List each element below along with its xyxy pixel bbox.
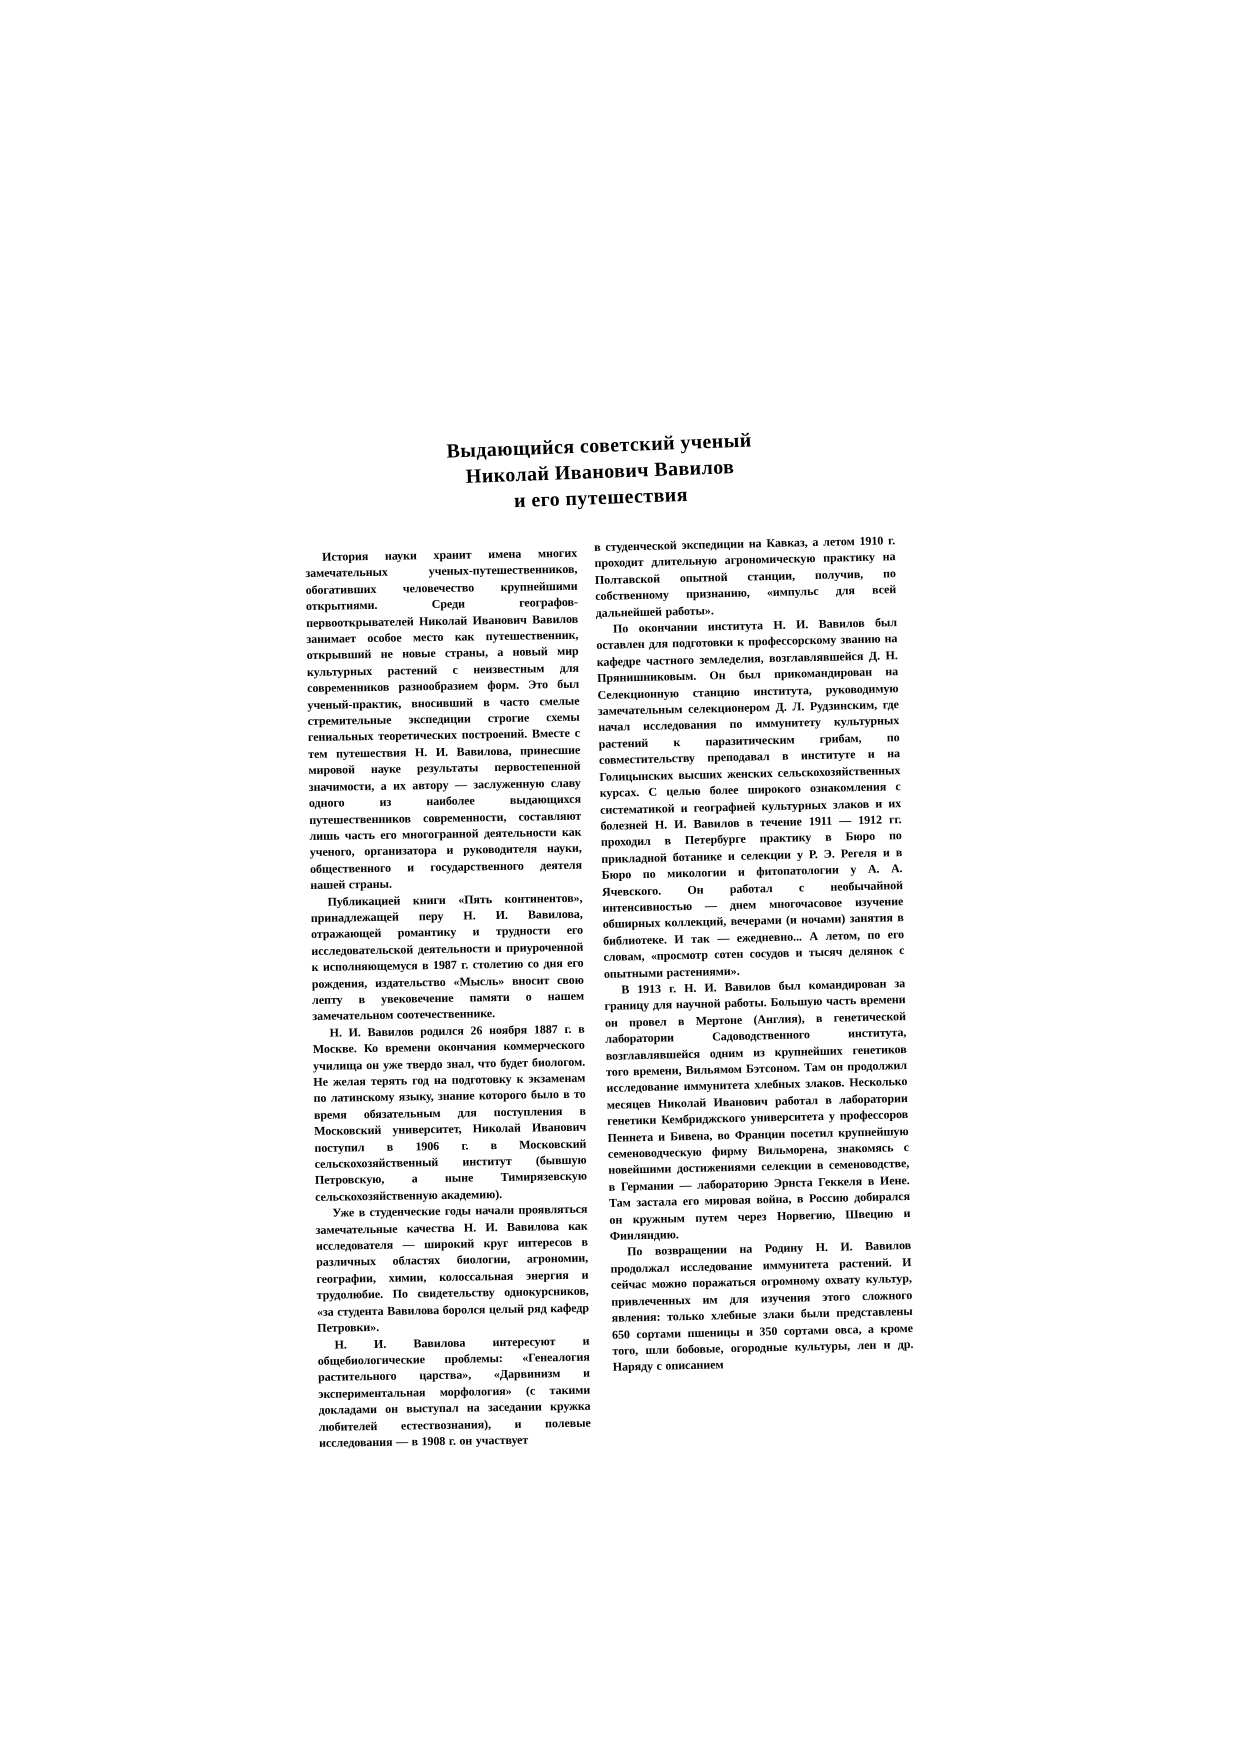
paragraph-birth-education: Н. И. Вавилов родился 26 ноября 1887 г. в Москве. Ко времени окончания коммерческого училища он уже твердо знал, что будет биологом. Не желая терять год на подготовку к экзаменам по латинскому языку, знание которого было в то время обязательным для поступления в Московский университет, Николай Иванович поступил в 1906 г. в Московский сельскохозяйственный институт (бывшую Петровскую, а ныне Тимирязевскую сельскохозяйственную академию). bbox=[312, 1021, 587, 1204]
article-title-line-1: Выдающийся советский ученый bbox=[446, 429, 752, 463]
paragraph-return-home: По возвращении на Родину Н. И. Вавилов продолжал исследование иммунитета растений. И сейчас можно поражаться огромному охвату культур, привлеченных им для изучения этого сложного явления: только хлебные злаки были представлены 650 сортами пшеницы и 350 сортами овса, а кроме того, шли бобовые, огородные культуры, лен и др. Наряду с описанием bbox=[610, 1238, 914, 1375]
article-title bbox=[424, 427, 777, 518]
paragraph-after-institute: По окончании института Н. И. Вавилов был оставлен для подготовки к профессорскому званию на кафедре частного земледелия, возглавлявшейся Д. Н. Прянишниковым. Он был прикомандирован на Селекционную станцию института, руководимую замечательным селекционером Д. Л. Рудзинским, где начал исследования по иммунитету культурных растений к паразитическим грибам, по совместительству преподавал в институте и на Голицынских высших женских сельскохозяйственных курсах. С целью более широкого ознакомления с систематикой и географией культурных злаков и их болезней Н. И. Вавилов в течение 1911 — 1912 гг. проходил в Петербурге практику в Бюро по прикладной ботанике и селекции у Р. Э. Регеля и в Бюро по микологии и фитопатологии у А. А. Ячевского. Он работал с необычайной интенсивностью — днем многочасовое изучение обширных коллекций, вечерами (и ночами) занятия в библиотеке. И так — ежедневно... А летом, по его словам, «просмотр сотен сосудов и тысяч делянок с опытными растениями». bbox=[596, 615, 905, 981]
left-text-column bbox=[305, 545, 591, 1452]
paragraph-intro: История науки хранит имена многих замечательных ученых-путешественников, обогативших человечество крупнейшими открытиями. Среди географов-первооткрывателей Николай Иванович Вавилов занимает особое место как путешественник, открывший не новые страны, а новый мир культурных растений с неизвестным для современников разнообразием форм. Это был ученый-практик, вносивший в часто смелые стремительные экспедиции строгие схемы гениальных теоретических построений. Вместе с тем путешествия Н. И. Вавилова, принесшие мировой науке результаты первостепенной значимости, а их автору — заслуженную славу одного из наиболее выдающихся путешественников современности, составляют лишь часть его многогранной деятельности как ученого, организатора и руководителя науки, общественного и государственного деятеля нашей страны. bbox=[305, 545, 583, 893]
paragraph-biology-interests: Н. И. Вавилова интересуют и общебиологические проблемы: «Генеалогия растительного царства», «Дарвинизм и экспериментальная морфология» (с такими докладами он выступал на заседании кружка любителей естествознания), и полевые исследования — в 1908 г. он участвует bbox=[317, 1333, 591, 1450]
paragraph-student-years: Уже в студенческие годы начали проявляться замечательные качества Н. И. Вавилова как исследователя — широкий круг интересов в различных областях биологии, агрономии, географии, химии, колоссальная энергия и трудолюбие. По свидетельству однокурсников, «за студента Вавилова боролся целый ряд кафедр Петровки». bbox=[315, 1201, 590, 1335]
paragraph-book-publication: Публикацией книги «Пять континентов», принадлежащей перу Н. И. Вавилова, отражающей романтику и трудности его исследовательской деятельности и приуроченной к исполняющемуся в 1987 г. столетию со дня его рождения, издательство «Мысль» вносит свою лепту в увековечение памяти о нашем замечательном соотечественнике. bbox=[310, 890, 585, 1024]
paragraph-abroad-1913: В 1913 г. Н. И. Вавилов был командирован за границу для научной работы. Большую часть времени он провел в Мертоне (Англия), в генетической лаборатории Садоводственного института, возглавлявшейся одним из крупнейших генетиков того времени, Вильямом Бэтсоном. Там он продолжил исследование иммунитета хлебных злаков. Несколько месяцев Николай Иванович работал в лаборатории генетики Кембриджского университета у профессоров Пеннета и Бивена, во Франции посетил крупнейшую семеноводческую фирму Вильморена, знакомясь с новейшими достижениями селекции в семеноводстве, в Германии — лабораторию Эрнста Геккеля в Иене. Там застала его мировая война, в Россию добирался он кружным путем через Норвегию, Швецию и Финляндию. bbox=[604, 976, 911, 1243]
paragraph-expedition-continuation: в студенческой экспедиции на Кавказ, а летом 1910 г. проходит длительную агрономическую практику на Полтавской опытной станции, получив, по собственному признанию, «импульс для всей дальнейшей работы». bbox=[594, 533, 897, 620]
right-text-column bbox=[594, 532, 914, 1375]
article-title-line-3: и его путешествия bbox=[513, 483, 689, 513]
article-title-line-2: Николай Иванович Вавилов bbox=[465, 456, 735, 488]
